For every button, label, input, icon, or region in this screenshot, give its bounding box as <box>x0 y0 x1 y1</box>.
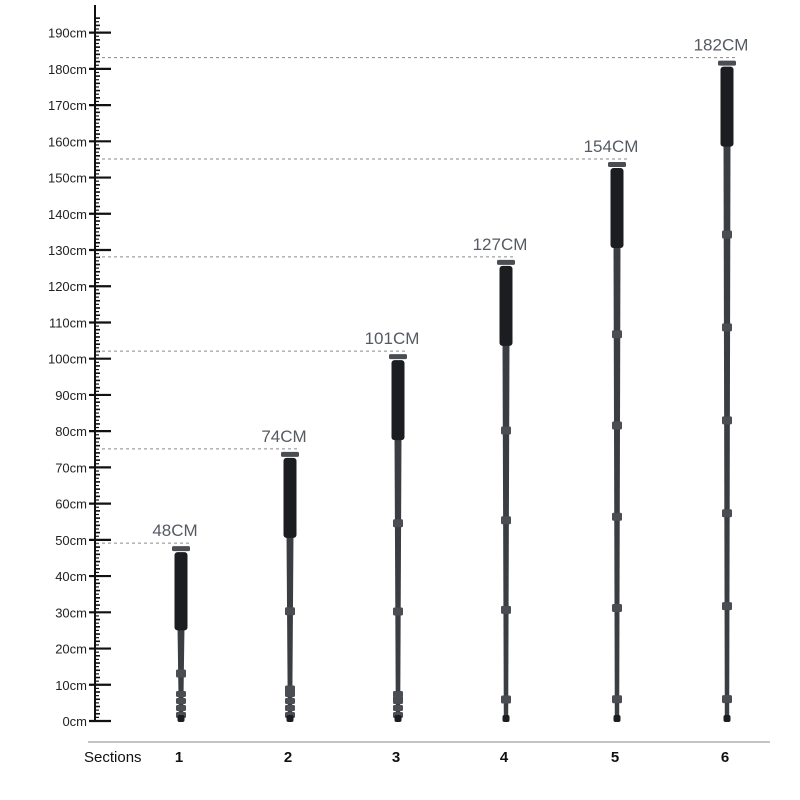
section-joint <box>176 698 186 704</box>
y-tick-label: 150cm <box>47 170 87 186</box>
foam-grip <box>721 67 734 147</box>
mount-plate <box>172 546 190 551</box>
mount-plate <box>389 354 407 359</box>
value-label: 48CM <box>152 521 198 541</box>
rubber-foot <box>178 715 185 722</box>
x-tick-label: 2 <box>283 749 293 766</box>
y-tick-label: 50cm <box>55 532 87 548</box>
rubber-foot <box>724 715 731 722</box>
y-tick-label: 40cm <box>55 569 87 585</box>
pole-shaft <box>614 243 621 719</box>
x-tick-label: 5 <box>610 749 620 766</box>
y-tick-label: 170cm <box>47 98 87 114</box>
x-tick-label: 1 <box>174 749 184 766</box>
pole-shaft <box>395 435 402 719</box>
foam-grip <box>500 266 513 346</box>
rubber-foot <box>287 715 294 722</box>
x-axis-labels <box>175 749 729 766</box>
section-joint <box>501 516 511 524</box>
section-joint <box>393 691 403 697</box>
section-joint <box>285 698 295 704</box>
foam-grip <box>284 458 297 538</box>
y-tick-label: 130cm <box>47 243 87 259</box>
rubber-foot <box>614 715 621 722</box>
value-label: 154CM <box>583 137 639 157</box>
x-tick-label: 6 <box>720 749 730 766</box>
section-joint <box>612 695 622 703</box>
rubber-foot <box>503 715 510 722</box>
x-axis-title: Sections <box>84 749 142 766</box>
foam-grip <box>611 168 624 248</box>
y-tick-label: 120cm <box>47 279 87 295</box>
section-joint <box>285 705 295 711</box>
section-joint <box>501 606 511 614</box>
monopod-6 <box>718 61 736 722</box>
section-joint <box>285 691 295 697</box>
section-joint <box>722 509 732 517</box>
pole-shaft <box>503 341 510 719</box>
section-joint <box>176 670 186 678</box>
section-joint <box>722 416 732 424</box>
y-tick-label: 60cm <box>55 496 87 512</box>
foam-grip <box>392 360 405 440</box>
y-tick-label: 10cm <box>55 677 87 693</box>
value-label: 182CM <box>693 35 749 55</box>
section-joint <box>393 705 403 711</box>
y-tick-label: 90cm <box>55 387 87 403</box>
mount-plate <box>281 452 299 457</box>
section-joint <box>501 696 511 704</box>
y-tick-label: 100cm <box>47 351 87 367</box>
y-tick-label: 30cm <box>55 605 87 621</box>
mount-plate <box>497 260 515 265</box>
section-joint <box>285 607 295 615</box>
section-joint <box>393 698 403 704</box>
y-tick-label: 140cm <box>47 206 87 222</box>
reference-lines <box>96 58 737 543</box>
monopod-1 <box>172 546 190 722</box>
y-tick-label: 190cm <box>47 25 87 41</box>
section-joint <box>612 330 622 338</box>
mount-plate <box>608 162 626 167</box>
y-tick-label: 80cm <box>55 424 87 440</box>
section-joint <box>612 422 622 430</box>
value-label: 101CM <box>364 329 420 349</box>
section-joint <box>176 705 186 711</box>
section-joint <box>393 519 403 527</box>
y-tick-label: 0cm <box>62 714 87 729</box>
mount-plate <box>718 61 736 66</box>
value-label: 127CM <box>472 234 528 254</box>
y-tick-label: 70cm <box>55 460 87 476</box>
monopod-2 <box>281 452 299 722</box>
y-tick-label: 180cm <box>47 61 87 77</box>
section-joint <box>722 602 732 610</box>
section-joint <box>722 323 732 331</box>
section-joint <box>612 513 622 521</box>
y-tick-label: 160cm <box>47 134 87 150</box>
rubber-foot <box>395 715 402 722</box>
section-joint <box>722 695 732 703</box>
monopod-3 <box>389 354 407 722</box>
height-labels <box>152 36 748 540</box>
x-tick-label: 4 <box>499 749 509 766</box>
monopod-5 <box>608 162 626 722</box>
section-joint <box>612 604 622 612</box>
section-joint <box>393 608 403 616</box>
section-joint <box>722 231 732 239</box>
section-joint <box>501 427 511 435</box>
x-tick-label: 3 <box>391 749 401 766</box>
value-label: 74CM <box>261 426 307 446</box>
monopods <box>172 61 736 722</box>
pole-shaft <box>724 142 731 719</box>
section-joint <box>176 691 186 697</box>
ruler-ticks <box>48 18 111 729</box>
y-tick-label: 110cm <box>48 315 87 331</box>
foam-grip <box>175 552 188 630</box>
monopod-4 <box>497 260 515 722</box>
y-tick-label: 20cm <box>55 641 87 657</box>
